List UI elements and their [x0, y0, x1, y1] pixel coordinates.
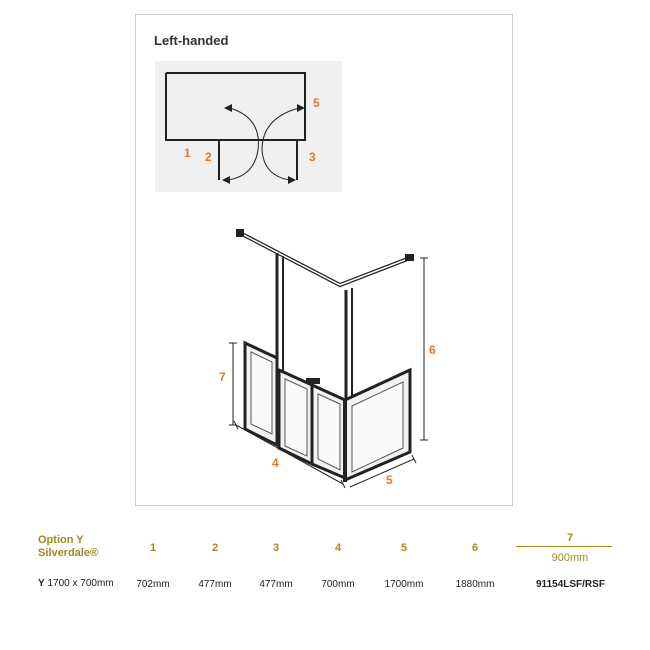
iso-label-6: 6	[429, 343, 436, 357]
plan-label-2: 2	[205, 150, 212, 164]
handedness-title: Left-handed	[154, 33, 229, 48]
value-col-3: 477mm	[259, 579, 293, 590]
iso-label-7: 7	[219, 370, 226, 384]
value-col-4: 700mm	[321, 579, 355, 590]
col7-subheader: 900mm	[551, 552, 589, 564]
row-label	[38, 578, 114, 589]
plan-label-5: 5	[313, 96, 320, 110]
col-header-6: 6	[471, 542, 479, 554]
iso-label-5: 5	[386, 473, 393, 487]
col-header-1: 1	[149, 542, 157, 554]
option-name: Option Y	[38, 534, 84, 546]
value-col-1: 702mm	[136, 579, 170, 590]
col-header-4: 4	[334, 542, 342, 554]
row-option: Y	[38, 578, 45, 589]
col7-divider	[516, 546, 612, 547]
value-col-6: 1880mm	[455, 579, 495, 590]
col-header-5: 5	[400, 542, 408, 554]
product-range: Silverdale®	[38, 547, 99, 559]
plan-label-3: 3	[309, 150, 316, 164]
row-size: 1700 x 700mm	[44, 578, 114, 589]
product-code: 91154LSF/RSF	[536, 579, 605, 590]
col-header-3: 3	[272, 542, 280, 554]
value-col-2: 477mm	[198, 579, 232, 590]
col-header-7: 7	[566, 532, 574, 544]
value-col-5: 1700mm	[384, 579, 424, 590]
col-header-2: 2	[211, 542, 219, 554]
plan-label-1: 1	[184, 146, 191, 160]
iso-label-4: 4	[272, 456, 279, 470]
option-title	[38, 534, 98, 560]
